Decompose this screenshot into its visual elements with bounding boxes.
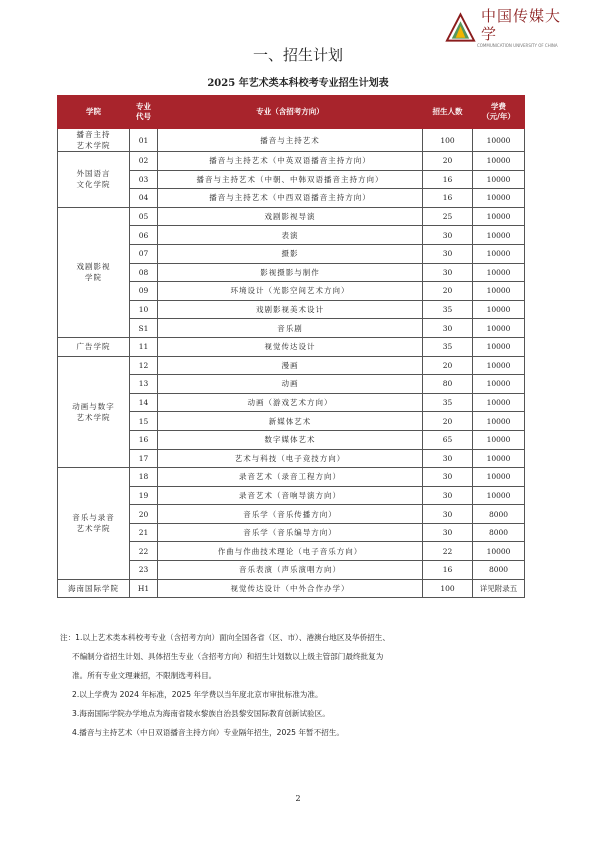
college-cell: 播音主持 艺术学院 — [58, 129, 130, 152]
major-cell: 播音与主持艺术（中英双语播音主持方向） — [158, 152, 423, 171]
quota-cell: 35 — [423, 337, 473, 356]
code-cell: 16 — [130, 430, 158, 449]
quota-cell: 30 — [423, 226, 473, 245]
note-line: 4.播音与主持艺术（中日双语播音主持方向）专业隔年招生，2025 年暂不招生。 — [72, 728, 344, 737]
major-cell: 播音与主持艺术（中朝、中韩双语播音主持方向） — [158, 170, 423, 189]
major-cell: 动画（游戏艺术方向） — [158, 393, 423, 412]
tuition-cell: 10000 — [473, 282, 525, 301]
major-cell: 摄影 — [158, 244, 423, 263]
major-cell: 录音艺术（音响导演方向） — [158, 486, 423, 505]
code-cell: 22 — [130, 542, 158, 561]
quota-cell: 30 — [423, 263, 473, 282]
major-cell: 音乐剧 — [158, 319, 423, 338]
note-line: 2.以上学费为 2024 年标准，2025 年学费以当年度北京市审批标准为准。 — [72, 690, 323, 699]
code-cell: 23 — [130, 561, 158, 580]
code-cell: 07 — [130, 244, 158, 263]
quota-cell: 20 — [423, 282, 473, 301]
code-cell: 04 — [130, 189, 158, 208]
code-cell: 20 — [130, 505, 158, 524]
major-cell: 表演 — [158, 226, 423, 245]
quota-cell: 22 — [423, 542, 473, 561]
header-college: 学院 — [58, 96, 130, 129]
quota-cell: 20 — [423, 356, 473, 375]
table-title: 2025 年艺术类本科校考专业招生计划表 — [207, 78, 389, 89]
code-cell: 03 — [130, 170, 158, 189]
note-line: 注：1.以上艺术类本科校考专业（含招考方向）面向全国各省（区、市）、港澳台地区及华侨招生、 — [60, 633, 390, 642]
tuition-cell: 10000 — [473, 207, 525, 226]
tuition-cell: 10000 — [473, 430, 525, 449]
emblem-icon — [444, 11, 477, 45]
tuition-cell: 10000 — [473, 170, 525, 189]
major-cell: 作曲与作曲技术理论（电子音乐方向） — [158, 542, 423, 561]
enrollment-plan-table — [57, 95, 525, 598]
major-cell: 新媒体艺术 — [158, 412, 423, 431]
major-cell: 视觉传达设计 — [158, 337, 423, 356]
major-cell: 戏剧影视美术设计 — [158, 300, 423, 319]
code-cell: 11 — [130, 337, 158, 356]
table-row — [58, 579, 525, 598]
quota-cell: 35 — [423, 393, 473, 412]
quota-cell: 16 — [423, 189, 473, 208]
major-cell: 艺术与科技（电子竞技方向） — [158, 449, 423, 468]
logo-sub: COMMUNICATION UNIVERSITY OF CHINA — [476, 43, 558, 48]
quota-cell: 20 — [423, 152, 473, 171]
tuition-cell: 详见附录五 — [473, 579, 525, 598]
code-cell: S1 — [130, 319, 158, 338]
quota-cell: 25 — [423, 207, 473, 226]
quota-cell: 30 — [423, 505, 473, 524]
tuition-cell: 10000 — [473, 189, 525, 208]
quota-cell: 35 — [423, 300, 473, 319]
header-code: 专业 代号 — [130, 96, 158, 129]
major-cell: 音乐表演（声乐演唱方向） — [158, 561, 423, 580]
section-heading: 一、招生计划 — [252, 46, 343, 64]
code-cell: 02 — [130, 152, 158, 171]
table-row — [58, 207, 525, 226]
quota-cell: 100 — [423, 579, 473, 598]
university-logo — [444, 8, 574, 48]
page-number: 2 — [295, 794, 301, 803]
major-cell: 漫画 — [158, 356, 423, 375]
note-line: 不编制分省招生计划、具体招生专业（含招考方向）和招生计划数以上级主管部门最终批复为 — [72, 652, 384, 661]
tuition-cell: 10000 — [473, 486, 525, 505]
tuition-cell: 10000 — [473, 468, 525, 487]
table-row — [58, 468, 525, 487]
header-tuition: 学费 （元/年） — [473, 96, 525, 129]
major-cell: 环境设计（光影空间艺术方向） — [158, 282, 423, 301]
quota-cell: 30 — [423, 449, 473, 468]
quota-cell: 30 — [423, 486, 473, 505]
tuition-cell: 10000 — [473, 226, 525, 245]
code-cell: 06 — [130, 226, 158, 245]
major-cell: 视觉传达设计（中外合作办学） — [158, 579, 423, 598]
tuition-cell: 10000 — [473, 337, 525, 356]
quota-cell: 80 — [423, 375, 473, 394]
code-cell: 18 — [130, 468, 158, 487]
quota-cell: 30 — [423, 523, 473, 542]
tuition-cell: 10000 — [473, 375, 525, 394]
quota-cell: 30 — [423, 244, 473, 263]
code-cell: 12 — [130, 356, 158, 375]
tuition-cell: 10000 — [473, 244, 525, 263]
code-cell: 19 — [130, 486, 158, 505]
major-cell: 播音与主持艺术 — [158, 129, 423, 152]
header-major: 专业（含招考方向） — [158, 96, 423, 129]
tuition-cell: 10000 — [473, 152, 525, 171]
tuition-cell: 8000 — [473, 523, 525, 542]
quota-cell: 65 — [423, 430, 473, 449]
code-cell: 01 — [130, 129, 158, 152]
tuition-cell: 10000 — [473, 300, 525, 319]
notes — [60, 628, 532, 742]
table-header-row — [58, 96, 525, 129]
tuition-cell: 10000 — [473, 542, 525, 561]
code-cell: 05 — [130, 207, 158, 226]
code-cell: 17 — [130, 449, 158, 468]
major-cell: 音乐学（音乐编导方向） — [158, 523, 423, 542]
quota-cell: 20 — [423, 412, 473, 431]
quota-cell: 30 — [423, 468, 473, 487]
code-cell: 08 — [130, 263, 158, 282]
tuition-cell: 10000 — [473, 129, 525, 152]
tuition-cell: 8000 — [473, 561, 525, 580]
quota-cell: 100 — [423, 129, 473, 152]
major-cell: 影视摄影与制作 — [158, 263, 423, 282]
major-cell: 动画 — [158, 375, 423, 394]
quota-cell: 16 — [423, 170, 473, 189]
college-cell: 海南国际学院 — [58, 579, 130, 598]
logo-name: 中国传媒大学 — [480, 7, 561, 43]
tuition-cell: 10000 — [473, 356, 525, 375]
tuition-cell: 10000 — [473, 393, 525, 412]
tuition-cell: 10000 — [473, 412, 525, 431]
major-cell: 数字媒体艺术 — [158, 430, 423, 449]
major-cell: 录音艺术（录音工程方向） — [158, 468, 423, 487]
code-cell: H1 — [130, 579, 158, 598]
code-cell: 13 — [130, 375, 158, 394]
table-row — [58, 337, 525, 356]
major-cell: 播音与主持艺术（中西双语播音主持方向） — [158, 189, 423, 208]
note-line: 3.海南国际学院办学地点为海南省陵水黎族自治县黎安国际教育创新试验区。 — [72, 709, 330, 718]
college-cell: 广告学院 — [58, 337, 130, 356]
tuition-cell: 10000 — [473, 263, 525, 282]
code-cell: 10 — [130, 300, 158, 319]
code-cell: 14 — [130, 393, 158, 412]
college-cell: 动画与数字 艺术学院 — [58, 356, 130, 468]
quota-cell: 16 — [423, 561, 473, 580]
table-row — [58, 356, 525, 375]
note-line: 准。所有专业文理兼招，不限制选考科目。 — [72, 671, 217, 680]
major-cell: 音乐学（音乐传播方向） — [158, 505, 423, 524]
code-cell: 21 — [130, 523, 158, 542]
table-body — [58, 129, 525, 598]
code-cell: 15 — [130, 412, 158, 431]
tuition-cell: 10000 — [473, 319, 525, 338]
code-cell: 09 — [130, 282, 158, 301]
tuition-cell: 8000 — [473, 505, 525, 524]
college-cell: 音乐与录音 艺术学院 — [58, 468, 130, 580]
major-cell: 戏剧影视导演 — [158, 207, 423, 226]
tuition-cell: 10000 — [473, 449, 525, 468]
college-cell: 外国语言 文化学院 — [58, 152, 130, 208]
header-quota: 招生人数 — [423, 96, 473, 129]
table-row — [58, 129, 525, 152]
table-row — [58, 152, 525, 171]
college-cell: 戏剧影视 学院 — [58, 207, 130, 337]
quota-cell: 30 — [423, 319, 473, 338]
